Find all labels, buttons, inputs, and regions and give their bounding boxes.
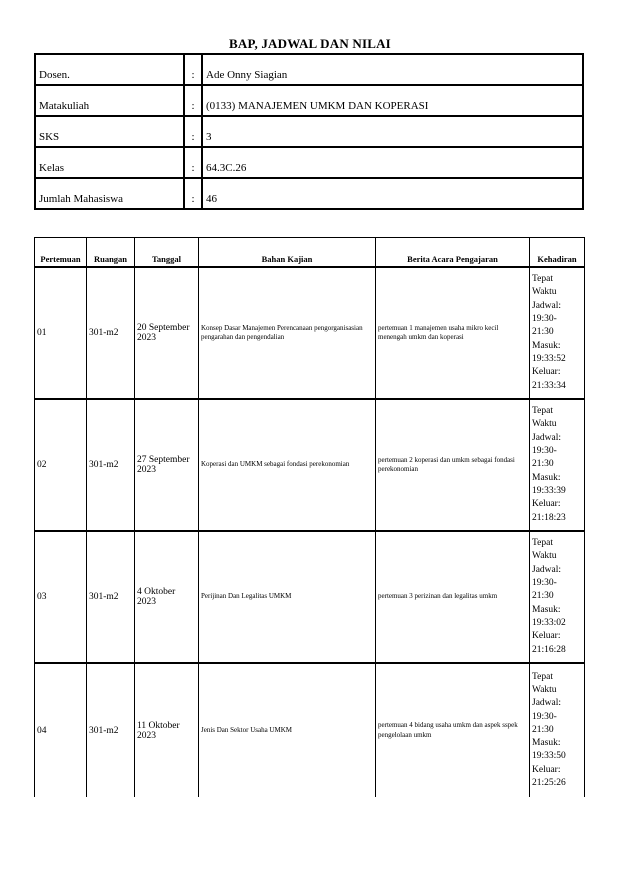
info-row-matakuliah [35, 85, 583, 116]
header-pertemuan: Pertemuan [35, 238, 87, 268]
header-kehadiran: Kehadiran [530, 238, 585, 268]
kehadiran-line: 21:16:28 [532, 644, 566, 655]
cell-kehadiran [530, 663, 585, 797]
info-row-jumlah-mahasiswa [35, 178, 583, 209]
kehadiran-line: Keluar: [532, 764, 561, 775]
cell-kehadiran [530, 399, 585, 531]
kehadiran-line: Jadwal: [532, 564, 562, 575]
cell-ruangan: 301-m2 [87, 399, 135, 531]
table-row [35, 663, 585, 797]
kehadiran-line: 19:30- [532, 711, 557, 722]
cell-tanggal: 20 September 2023 [135, 267, 199, 399]
cell-berita-acara: pertemuan 4 bidang usaha umkm dan aspek sspek pengelolaan umkm [376, 663, 530, 797]
kehadiran-line: 19:33:52 [532, 353, 566, 364]
cell-berita-acara: pertemuan 3 perizinan dan legalitas umkm [376, 531, 530, 663]
cell-berita-acara: pertemuan 2 koperasi dan umkm sebagai fondasi perekonomian [376, 399, 530, 531]
cell-ruangan: 301-m2 [87, 531, 135, 663]
kehadiran-line: 19:33:02 [532, 617, 566, 628]
table-row [35, 399, 585, 531]
header-tanggal: Tanggal [135, 238, 199, 268]
cell-kehadiran [530, 531, 585, 663]
table-row [35, 531, 585, 663]
info-label: SKS [35, 116, 184, 147]
info-value: Ade Onny Siagian [202, 54, 583, 85]
kehadiran-line: Waktu [532, 419, 557, 430]
course-info-table [34, 53, 584, 210]
kehadiran-line: Tepat [532, 671, 553, 682]
cell-tanggal: 4 Oktober 2023 [135, 531, 199, 663]
table-row [35, 267, 585, 399]
kehadiran-line: 19:30- [532, 578, 557, 589]
info-separator: : [184, 116, 202, 147]
kehadiran-line: Masuk: [532, 472, 561, 483]
kehadiran-line: 19:33:50 [532, 751, 566, 762]
info-row-dosen [35, 54, 583, 85]
kehadiran-line: Jadwal: [532, 698, 562, 709]
kehadiran-line: 21:30 [532, 327, 554, 338]
info-value: (0133) MANAJEMEN UMKM DAN KOPERASI [202, 85, 583, 116]
cell-bahan-kajian: Jenis Dan Sektor Usaha UMKM [199, 663, 376, 797]
kehadiran-line: 19:30- [532, 446, 557, 457]
info-value: 46 [202, 178, 583, 209]
info-value: 64.3C.26 [202, 147, 583, 178]
kehadiran-line: 21:30 [532, 724, 554, 735]
cell-ruangan: 301-m2 [87, 663, 135, 797]
cell-bahan-kajian: Perijinan Dan Legalitas UMKM [199, 531, 376, 663]
kehadiran-line: 21:18:23 [532, 512, 566, 523]
kehadiran-line: 19:30- [532, 314, 557, 325]
kehadiran-line: Tepat [532, 406, 553, 417]
cell-pertemuan: 02 [35, 399, 87, 531]
kehadiran-line: 19:33:39 [532, 485, 566, 496]
kehadiran-line: Tepat [532, 538, 553, 549]
kehadiran-line: 21:33:34 [532, 380, 566, 391]
page-title: BAP, JADWAL DAN NILAI [229, 36, 391, 51]
cell-pertemuan: 04 [35, 663, 87, 797]
info-row-kelas [35, 147, 583, 178]
info-separator: : [184, 54, 202, 85]
info-row-sks [35, 116, 583, 147]
kehadiran-line: 21:30 [532, 459, 554, 470]
kehadiran-line: Jadwal: [532, 432, 562, 443]
kehadiran-line: 21:30 [532, 591, 554, 602]
info-label: Matakuliah [35, 85, 184, 116]
kehadiran-line: Masuk: [532, 604, 561, 615]
kehadiran-line: Keluar: [532, 631, 561, 642]
kehadiran-line: Tepat [532, 274, 553, 285]
kehadiran-line: Waktu [532, 551, 557, 562]
cell-pertemuan: 03 [35, 531, 87, 663]
schedule-header-row [35, 238, 585, 268]
info-label: Kelas [35, 147, 184, 178]
cell-bahan-kajian: Koperasi dan UMKM sebagai fondasi perekonomian [199, 399, 376, 531]
info-separator: : [184, 147, 202, 178]
cell-tanggal: 11 Oktober 2023 [135, 663, 199, 797]
schedule-table [34, 237, 585, 797]
kehadiran-line: Waktu [532, 287, 557, 298]
info-label: Dosen. [35, 54, 184, 85]
kehadiran-line: 21:25:26 [532, 778, 566, 789]
cell-ruangan: 301-m2 [87, 267, 135, 399]
kehadiran-line: Waktu [532, 684, 557, 695]
kehadiran-line: Masuk: [532, 738, 561, 749]
cell-kehadiran [530, 267, 585, 399]
info-separator: : [184, 85, 202, 116]
kehadiran-line: Keluar: [532, 367, 561, 378]
kehadiran-line: Jadwal: [532, 300, 562, 311]
info-separator: : [184, 178, 202, 209]
cell-bahan-kajian: Konsep Dasar Manajemen Perencanaan pengorganisasian pengarahan dan pengendalian [199, 267, 376, 399]
header-bahan-kajian: Bahan Kajian [199, 238, 376, 268]
header-berita-acara: Berita Acara Pengajaran [376, 238, 530, 268]
kehadiran-line: Masuk: [532, 340, 561, 351]
cell-tanggal: 27 September 2023 [135, 399, 199, 531]
kehadiran-line: Keluar: [532, 499, 561, 510]
info-label: Jumlah Mahasiswa [35, 178, 184, 209]
cell-berita-acara: pertemuan 1 manajemen usaha mikro kecil menengah umkm dan koperasi [376, 267, 530, 399]
header-ruangan: Ruangan [87, 238, 135, 268]
cell-pertemuan: 01 [35, 267, 87, 399]
info-value: 3 [202, 116, 583, 147]
